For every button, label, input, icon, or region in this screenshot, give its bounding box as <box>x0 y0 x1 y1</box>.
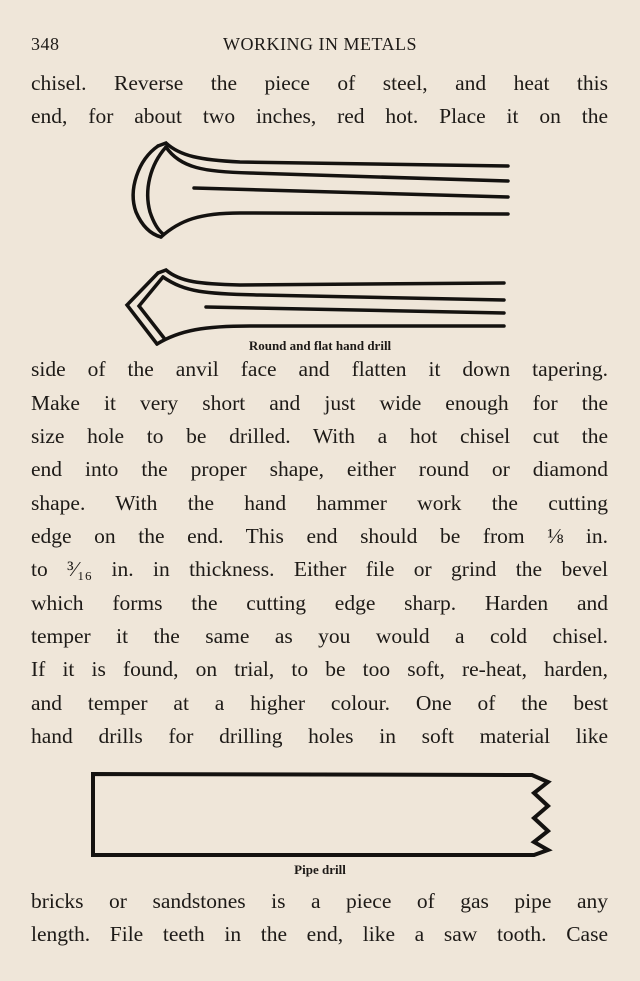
text-line: shape. With the hand hammer work the cutting <box>31 491 608 515</box>
flat-hand-drill-drawing <box>127 270 504 344</box>
text-line: If it is found, on trial, to be too soft, re-heat, harden, <box>31 657 608 681</box>
pipe-drill-drawing <box>93 774 548 855</box>
text-line: end, for about two inches, red hot. Place it on the <box>31 104 608 128</box>
text-line: bricks or sandstones is a piece of gas pipe any <box>31 889 608 913</box>
figure-2-caption: Pipe drill <box>294 862 346 877</box>
text-line: which forms the cutting edge sharp. Harden and <box>31 591 608 615</box>
text-line: edge on the end. This end should be from ⅛ in. <box>31 524 608 548</box>
text-line: end into the proper shape, either round or diamond <box>31 457 608 481</box>
running-title: WORKING IN METALS <box>222 34 418 54</box>
text-line: to ³⁄₁₆ in. in thickness. Either file or grind the bevel <box>31 557 608 581</box>
text-line: temper it the same as you would a cold chisel. <box>31 624 608 648</box>
text-line: side of the anvil face and flatten it down tapering. <box>31 357 608 381</box>
page-number: 348 <box>31 34 60 54</box>
text-line: chisel. Reverse the piece of steel, and heat this <box>31 71 608 95</box>
text-line: hand drills for drilling holes in soft material like <box>31 724 608 748</box>
round-hand-drill-drawing <box>133 143 508 237</box>
figure-1-caption: Round and flat hand drill <box>248 338 392 353</box>
text-line: Make it very short and just wide enough for the <box>31 391 608 415</box>
text-line: and temper at a higher colour. One of the best <box>31 691 608 715</box>
text-line: size hole to be drilled. With a hot chisel cut the <box>31 424 608 448</box>
text-line: length. File teeth in the end, like a saw tooth. Case <box>31 922 608 946</box>
